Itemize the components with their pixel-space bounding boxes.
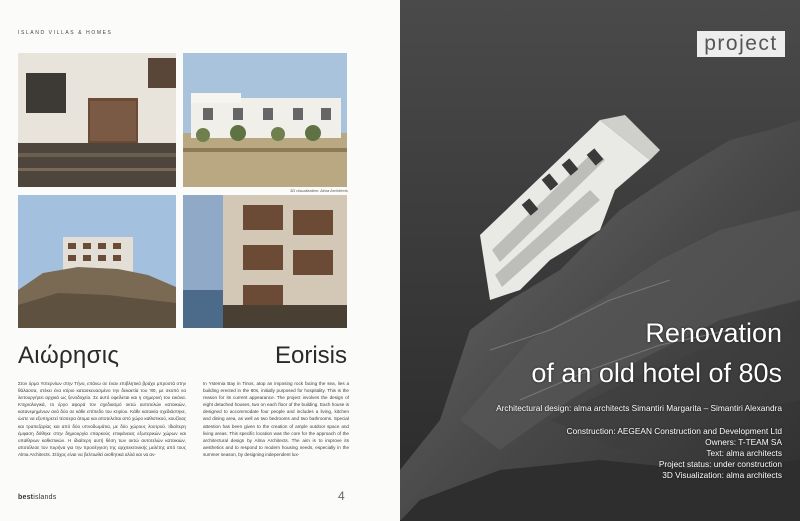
photo-building-on-rock (18, 195, 176, 328)
credit-project-status: Project status: under construction (658, 459, 782, 469)
magazine-logo: bestislands (18, 494, 57, 501)
photo-facade-closeup (18, 53, 176, 187)
headline-line-2: of an old hotel of 80s (531, 358, 782, 388)
credit-owners: Owners: T-TEAM SA (705, 437, 782, 447)
headline-line-1: Renovation (645, 318, 782, 348)
article-title-greek: Αιώρησις (18, 342, 120, 369)
right-page (400, 0, 800, 521)
page-number: 4 (338, 489, 345, 503)
credit-3d-visualization: 3D Visualization: alma architects (662, 470, 782, 480)
credit-construction: Construction: AEGEAN Construction and Development Ltd (566, 426, 782, 436)
section-tag-project: project (697, 31, 785, 57)
body-text-english: In Ysternia Bay in Tinos, atop an imposing rock facing the sea, lies a building erected in the 80s, initially purposed for hospitality. This is the reason for its current appearance. The project involves the design of eight detached houses, two on each floor of the building. Each house is designed to accommodate four people and includes a living, kitchen and dining area, as well as two bedrooms and two bathrooms. Special attention has been given to the creation of ample outdoor space and living areas. This specific location was the core for the approach of the architectural design by Alma Architects. The aim is to improve its aesthetics and to respond to modern housing needs, especially in the summer season, by designing independent lux- (203, 381, 349, 457)
photo-building-landscape (183, 53, 347, 187)
article-title-english: Eorisis (275, 342, 348, 369)
credit-architectural-design: Architectural design: alma architects Simantiri Margarita – Simantiri Alexandra (496, 403, 782, 413)
photo-caption: 3D visualization: Alma Architects (290, 188, 348, 193)
body-text-greek: Στον όρμο Υστερνίων στην Τήνο, επάνω σε έναν επιβλητικό βράχο μπροστά στην θάλασσα, στέκει ένα κτίριο κατασκευασμένο την δεκαετία του '80, με σκοπό να λειτουργήσει αρχικά ως ξενοδοχείο. Σε αυτό οφείλεται και η σημερινή του εικόνα. Κτηριολογικά, το έργο αφορά τον σχεδιασμό οκτώ αυτοτελών κατοικιών, κατανεμημένων ανά δύο σε κάθε επίπεδο του κτιρίου. Κάθε κατοικία σχεδιάστηκε, ώστε να εξυπηρετεί τέσσερα άτομα και αποτελείται από χώρο καθιστικού, κουζίνας και τραπεζαρίας και από δύο υπνοδωμάτια, με δύο χώρους λουτρού. Ιδιαίτερη έμφαση δόθηκε στην δημιουργία επαρκούς επιφάνειας εξωτερικών χώρων και υπαίθριων καθιστικών. Η ιδιαίτερη αυτή θέση των οκτώ αυτοτελών κατοικιών, αποτέλεσε τον πυρήνα για την προσέγγιση της αρχιτεκτονικής μελέτης από τους Alma Architects. Στόχος είναι να βελτιωθεί αισθητικά αλλά και να αν- (18, 381, 186, 457)
running-head: ISLAND VILLAS & HOMES (18, 30, 113, 36)
credit-text: Text: alma architects (706, 448, 782, 458)
photo-facade-dusk (183, 195, 347, 328)
